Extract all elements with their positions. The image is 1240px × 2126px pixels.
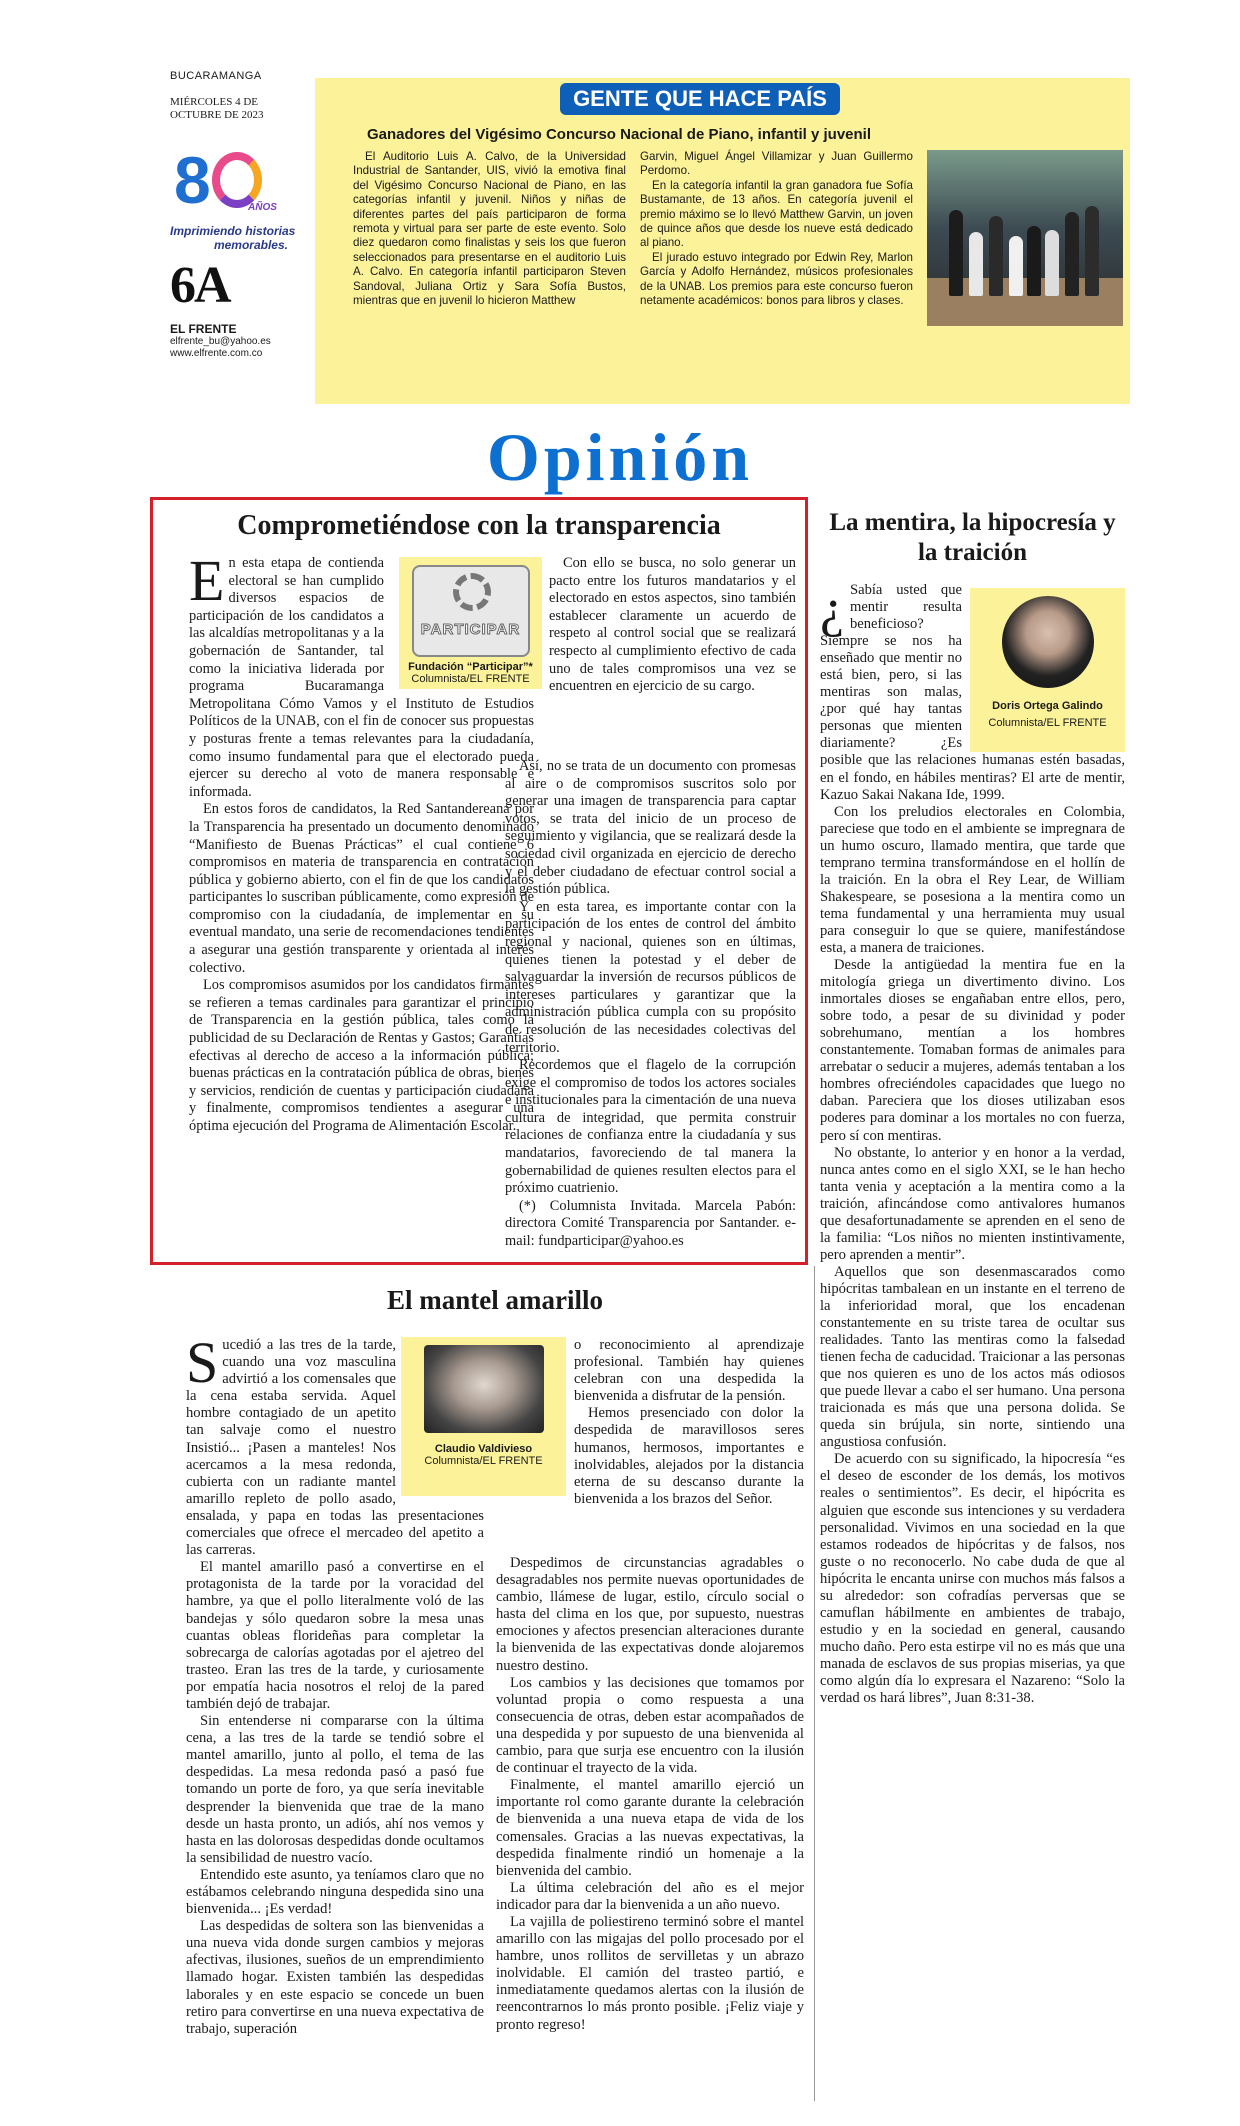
author-role: Columnista/EL FRENTE [988, 717, 1107, 730]
person-figure [1027, 226, 1041, 296]
author-photo [1002, 596, 1094, 688]
author-role: Columnista/EL FRENTE [411, 673, 530, 685]
author-box [399, 557, 542, 689]
article-column-right [496, 1555, 804, 2034]
gente-text-columns [353, 150, 913, 308]
author-role: Columnista/EL FRENTE [424, 1455, 543, 1467]
article-paragraph: (*) Columnista Invitada. Marcela Pabón: directora Comité Transparencia por Santander. e-mail: fundparticipar@yahoo.es [505, 1197, 796, 1250]
author-name: Claudio Valdivieso [434, 1443, 533, 1455]
city-label: BUCARAMANGA [170, 70, 262, 82]
article-transparencia [150, 497, 808, 1265]
anniversary-word: AÑOS [248, 202, 277, 213]
anniversary-logo [170, 143, 290, 222]
article-paragraph: Aquellos que son desenmascarados como hipócritas tambalean en un instante en el terreno de la inferioridad moral, que los encadenan constantemente en su triste tarea de ocultar sus realidades. Tanto las mentiras como la falsedad tienen fecha de caducidad. Traicionar a las personas que nos quieren es uno de los actos más odiosos que puede llevar a cabo el ser humano. Una persona traicionada es más que una persona dolida. Se queda sin brújula, sin norte, sintiendo una angustiosa confusión. [820, 1263, 1125, 1451]
article-paragraph: Con los preludios electorales en Colombia, pareciese que todo en el ambiente se impregnara de un humo oscuro, llamado mentira, que tarde que temprano termina transformándose en el hollín de la traición. En la obra el Rey Lear, de William Shakespeare, se posesiona a la mentira como un tema fundamental y una herramienta muy usual para conseguir lo que se quiere, manifestándose esta, a manera de traiciones. [820, 803, 1125, 956]
drop-cap: S [186, 1330, 219, 1395]
author-box [970, 588, 1125, 752]
person-figure [1065, 212, 1079, 296]
article-title: La mentira, la hipocresía y la traición [829, 509, 1116, 566]
article-mentira [820, 508, 1125, 1707]
article-paragraph: Sucedió a las tres de la tarde, cuando una voz masculina advirtió a los comensales que la cena estaba servida. Aquel hombre contagiado de un apetito tan salvaje como el nuestro Insistió... ¡Pasen a manteles! Nos acercamos a la mesa redonda, cubierta con un radiante mantel amarillo repleto de pollo asado, ensalada, y papa en todas las presentaciones comerciales que ofrece el mercadeo del apetito a las carreras. [186, 1330, 484, 1559]
gente-que-hace-pais-box [315, 78, 1130, 404]
gente-paragraph: En la categoría infantil la gran ganadora fue Sofía Bustamante, de 13 años. En categoría juvenil el premio máximo se lo llevó Matthew Garvin, un joven de quince años que desde los nueve está dedicado al piano. [640, 178, 913, 250]
article-paragraph: o reconocimiento al aprendizaje profesional. También hay quienes celebran con una despedida la bienvenida a disfrutar de la pensión. [574, 1337, 804, 1405]
article-paragraph: El mantel amarillo pasó a convertirse en el protagonista de la tarde por la voracidad del hambre, ya que el pollo literalmente voló de las bandejas y sólo quedaron sobre la mesa unas cuantas obleas florideñas para completar la sobrecarga de calorías agotadas por el ajetreo del trasteo. Eran las tres de la tarde, y curiosamente por empatía hacia nosotros el reloj de la pared también dejó de trabajar. [186, 1559, 484, 1712]
gente-paragraph: El jurado estuvo integrado por Edwin Rey, Marlon García y Adolfo Hernández, músicos profesionales de la UNAB. Los premios para este concurso fueron netamente académicos: bonos para libros y clases. [640, 250, 913, 308]
slogan-line1: Imprimiendo historias [170, 224, 296, 238]
gente-column-2 [640, 150, 913, 308]
article-column-right [505, 758, 796, 1251]
person-figure [1045, 230, 1059, 296]
gente-paragraph: Garvin, Miguel Ángel Villamizar y Juan Guillermo Perdomo. [640, 150, 913, 178]
article-title: Comprometiéndose con la transparencia [237, 510, 721, 541]
article-column-right-top [574, 1337, 804, 1508]
column-divider [814, 1266, 815, 2101]
article-body [820, 578, 1125, 1707]
page-number: 6A [170, 257, 230, 314]
article-paragraph: La vajilla de poliestireno terminó sobre el mantel amarillo con las migajas del pollo procesado por el hambre, unos rollitos de servilletas y un abrazo inolvidable. El camión del trasteo partió, e inmediatamente quedamos alertas con la ilusión de reencontrarnos lo más pronto posible. ¡Feliz viaje y pronto regreso! [496, 1913, 804, 2033]
article-paragraph: Sin entenderse ni compararse con la última cena, a las tres de la tarde se tendió sobre el mantel amarillo, junto al pollo, el tema de las despedidas. La mesa redonda pasó a pasó fue tomando un porte de foro, ya que sería inevitable desprender la bienvenida que trae de la mano desde un hasta pronto, un adiós, ahí nos vemos y hasta en las dolorosas despedidas donde ocultamos la sensibilidad de nuestro vacío. [186, 1713, 484, 1866]
person-figure [969, 232, 983, 296]
gente-headline: Ganadores del Vigésimo Concurso Nacional de Piano, infantil y juvenil [367, 126, 872, 143]
drop-cap: E [189, 548, 225, 613]
author-name: Doris Ortega Galindo [992, 700, 1103, 712]
person-figure [949, 210, 963, 296]
section-title: Opinión [486, 419, 754, 495]
article-paragraph: La última celebración del año es el mejor indicador para dar la bienvenida a un año nuevo. [496, 1879, 804, 1913]
article-paragraph: Entendido este asunto, ya teníamos claro que no estábamos celebrando ninguna despedida sino una bienvenida... ¡Es verdad! [186, 1866, 484, 1918]
article-paragraph: Con ello se busca, no solo generar un pacto entre los futuros mandatarios y el electorado en estos aspectos, sino también establecer claramente un acuerdo de respeto al control social que se realizará respecto al cumplimiento efectivo de cada uno de tales compromisos una vez se encuentren en ejercicio de su cargo. [549, 555, 796, 695]
anniversary-number: 8 [174, 143, 211, 217]
author-photo [424, 1345, 544, 1433]
issue-date: MIÉRCOLES 4 DE OCTUBRE DE 2023 [170, 96, 264, 121]
participar-logo [412, 565, 530, 657]
author-name: Fundación “Participar”* [408, 661, 533, 673]
newspaper-name: EL FRENTE [170, 322, 237, 336]
gear-icon [453, 573, 491, 611]
article-title: El mantel amarillo [387, 1285, 603, 1315]
article-paragraph: Así, no se trata de un documento con promesas al aire o de compromisos suscritos solo por generar una imagen de transparencia para captar votos, se trata del inicio de un proceso de seguimiento y vigilancia, que se realizará desde la sociedad civil organizada en ejercicio de derecho y el deber ciudadano de efectuar control social a la gestión pública. [505, 758, 796, 898]
masthead [170, 70, 300, 360]
article-paragraph: En esta etapa de contienda electoral se han cumplido diversos espacios de participación de los candidatos a las alcaldías metropolitanas y a la gobernación de Santander, tal como la iniciativa liderada por programa Bucaramanga Metropolitana Cómo Vamos y el Instituto de Estudios Políticos de la UNAB, con el fin de conocer sus propuestas y posturas frente a temas relevantes para la ciudadanía, como insumo fundamental para que el electorado pueda ejercer su derecho al voto de manera responsable e informada. [189, 548, 534, 800]
article-column-right-top [549, 555, 796, 696]
article-paragraph: Las despedidas de soltera son las bienvenidas a una nueva vida donde surgen cambios y mejoras afectivas, ilusiones, sueños de un emprendimiento llamado hogar. Existen también las despedidas laborales y en este espacio se concede un buen retiro para convertirse en una nueva expectativa de trabajo, superación [186, 1918, 484, 2037]
website-link[interactable]: www.elfrente.com.co [170, 348, 263, 359]
article-paragraph: Y en esta tarea, es importante contar con la participación de los entes de control del ámbito regional y nacional, quienes son en últimas, quienes tienen la potestad y el deber de salvaguardar la inversión de recursos públicos de intereses particulares y garantizar que la administración pública cumpla con su propósito de resolución de las necesidades colectivas del territorio. [505, 898, 796, 1056]
article-paragraph: De acuerdo con su significado, la hipocresía “es el deseo de esconder de los demás, los motivos reales o sentimientos”. Es decir, el hipócrita es alguien que esconde sus intenciones y su verdadera personalidad. Vivimos en una sociedad en la que estamos rodeados de hipócritas y de falsos, nos guste o no reconocerlo. No cabe duda de que al hipócrita le encanta unirse con muchos más falsos a su alrededor: son cofradías perversas que se camuflan hábilmente en ambientes de trabajo, estudio y en la sociedad en general, causando mucho daño. Pero esta estirpe vil no es más que una manada de esclavos de sus propias miserias, ya que como algún día lo expresara el Nazareno: “Solo la verdad os hará libres”, Juan 8:31-38. [820, 1451, 1125, 1707]
person-figure [1085, 206, 1099, 296]
article-paragraph: No obstante, lo anterior y en honor a la verdad, nunca antes como en el siglo XXI, se le han hecho tanta venia y aceptación a la mentira como a la traición, afincándose como antivalores humanos que desafortunadamente se aprenden en el seno de la familia: “Los niños no mienten instintivamente, pero aprenden a mentir”. [820, 1144, 1125, 1263]
section-banner: GENTE QUE HACE PAÍS [560, 83, 840, 115]
winners-photo [927, 150, 1123, 326]
article-paragraph: En estos foros de candidatos, la Red Santandereana por la Transparencia ha presentado un documento denominado “Manifiesto de Buenas Prácticas” el cual contiene 6 compromisos en materia de transparencia en contratación pública y gobierno abierto, con el fin de que los candidatos participantes lo suscriban públicamente, como expresión de compromiso con la ciudadanía, de implementar en su eventual mandato, una serie de recomendaciones tendientes a asegurar una gestión transparente y orientada al interés colectivo. [189, 801, 534, 976]
anniversary-ring [212, 152, 262, 208]
person-figure [989, 216, 1003, 296]
article-paragraph: ¿ Sabía usted que mentir resulta beneficioso? Siempre se nos ha enseñado que mentir no está bien, pero, si las mentiras son malas, ¿por qué hay tantas personas que mienten diariamente? ¿Es posible que las relaciones humanas estén basadas, en el fondo, en hábiles mentiras? El arte de mentir, Kazuo Sakai Nakana Ide, 1999. [820, 578, 1125, 803]
contact-email: elfrente_bu@yahoo.es [170, 336, 271, 347]
gente-paragraph: El Auditorio Luis A. Calvo, de la Universidad Industrial de Santander, UIS, vivió la emotiva final del Vigésimo Concurso Nacional de Piano, en las categorías infantil y juvenil. Niños y niñas de diferentes partes del país participaron de forma remota y virtual para ser parte de este evento. Solo diez quedaron como finalistas y seis los que fueron seleccionados para presentarse en el auditorio Luis A. Calvo. En categoría infantil participaron Steven Sandoval, Juliana Ortiz y Sara Sofía Bustos, mientras que en juvenil lo hicieron Matthew [353, 150, 626, 308]
gente-column-1 [353, 150, 626, 308]
article-paragraph: Hemos presenciado con dolor la despedida de maravillosos seres humanos, hermosos, importantes e inolvidables, alejados por la distancia eterna de su descanso durante la bienvenida a los brazos del Señor. [574, 1405, 804, 1507]
logo-text: PARTICIPAR [420, 621, 521, 638]
author-box [401, 1337, 566, 1496]
article-paragraph: Los cambios y las decisiones que tomamos por voluntad propia o como respuesta a una consecuencia de otras, deben estar acompañados de una despedida y por supuesto de una bienvenida al cambio, para que surja ese encuentro con la ilusión de continuar el trayecto de la vida. [496, 1674, 804, 1777]
person-figure [1009, 236, 1023, 296]
article-paragraph: Finalmente, el mantel amarillo ejerció un importante rol como garante durante la celebración de bienvenida a una nueva etapa de vida de los comensales. Gracias a las nuevas expectativas, la despedida finalmente rindió un homenaje a la bienvenida del cambio. [496, 1777, 804, 1879]
article-paragraph: Los compromisos asumidos por los candidatos firmantes se refieren a temas cardinales para garantizar el principio de Transparencia en la gestión pública, tales como la publicidad de su Declaración de Rentas y Gastos; Garantías efectivas al derecho de acceso a la información pública; buenas prácticas en la contratación pública de obras, bienes y servicios, rendición de cuentas y participación ciudadana y finalmente, compromisos tendientes a asegurar una óptima ejecución del Programa de Alimentación Escolar. [189, 977, 534, 1134]
slogan-line2: memorables. [213, 238, 288, 252]
article-paragraph: Recordemos que el flagelo de la corrupción exige el compromiso de todos los actores sociales e institucionales para la cimentación de una nueva cultura de integridad, que permita construir relaciones de confianza entre la ciudadanía y sus mandatarios, favoreciendo de tal manera la gobernabilidad de quienes resulten electos para el próximo cuatrienio. [505, 1057, 796, 1197]
article-paragraph: Despedimos de circunstancias agradables o desagradables nos permite nuevas oportunidades de cambio, llámese de lugar, estilo, círculo social o hasta del clima en los que, por supuesto, nuestras emociones y afectos presencian alteraciones durante la bienvenida de las expectativas donde alojaremos nuestro destino. [496, 1555, 804, 1674]
article-paragraph: Desde la antigüedad la mentira fue en la mitología griega un divertimento divino. Los inmortales dioses se engañaban entre ellos, pero, sobre todo, a pesar de su divinidad y poder sobrehumano, mentían a los hombres constantemente. Tomaban formas de animales para arrebatar o seducir a mujeres, además tentaban a los hombres ofreciéndoles capacidades que luego no daban. Pareciera que los dioses utilizaban esos poderes para dominar a los mortales no con fuerza, pero sí con mentiras. [820, 957, 1125, 1144]
drop-cap: ¿ [820, 578, 844, 638]
